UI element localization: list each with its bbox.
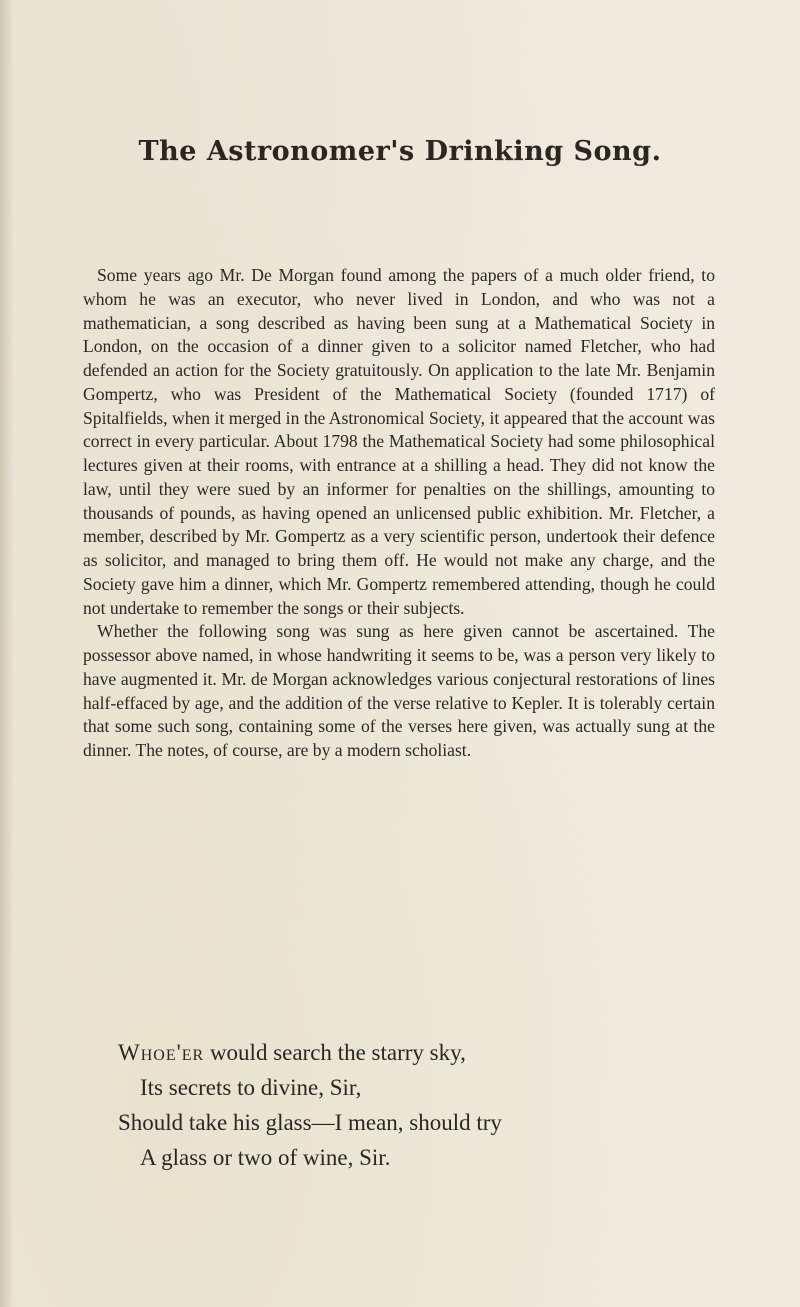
verse-line-2: Its secrets to divine, Sir, [140, 1075, 362, 1100]
verse-first-word: Whoe'er [118, 1040, 205, 1065]
introduction-text [83, 264, 715, 763]
paragraph-1: Some years ago Mr. De Morgan found among the papers of a much older friend, to whom he was an executor, who never lived in London, and who was not a mathematician, a song described as having been sung at a Mathematical Society in London, on the occasion of a dinner given to a solicitor named Fletcher, who had defended an action for the Society gratuitously. On application to the late Mr. Benjamin Gompertz, who was President of the Mathematical Society (founded 1717) of Spitalfields, when it merged in the Astronomical Society, it appeared that the account was correct in every particular. About 1798 the Mathematical Society had some philosophical lectures given at their rooms, with entrance at a shilling a head. They did not know the law, until they were sued by an informer for penalties on the shillings, amounting to thousands of pounds, as having opened an unlicensed public exhibition. Mr. Fletcher, a member, described by Mr. Gompertz as a very scientific person, undertook their defence as solicitor, and managed to bring them off. He would not make any charge, and the Society gave him a dinner, which Mr. Gompertz remembered attending, though he could not undertake to remember the songs or their subjects. [83, 265, 715, 618]
verse-line-4: A glass or two of wine, Sir. [140, 1145, 391, 1170]
verse-line-1-rest: would search the starry sky, [204, 1040, 466, 1065]
paragraph-2: Whether the following song was sung as here given cannot be ascertained. The possessor above named, in whose handwriting it seems to be, was a person very likely to have augmented it. Mr. de Morgan acknowledges various conjectural restorations of lines half-effaced by age, and the addition of the verse relative to Kepler. It is tolerably certain that some such song, containing some of the verses here given, was actually sung at the dinner. The notes, of course, are by a modern scholiast. [83, 621, 715, 760]
page-title: The Astronomer's Drinking Song. [138, 136, 662, 167]
song-verse [118, 1035, 718, 1175]
verse-line-1 [118, 1035, 718, 1070]
verse-line-3: Should take his glass—I mean, should try [118, 1110, 502, 1135]
page-edge-shadow [0, 0, 14, 1307]
